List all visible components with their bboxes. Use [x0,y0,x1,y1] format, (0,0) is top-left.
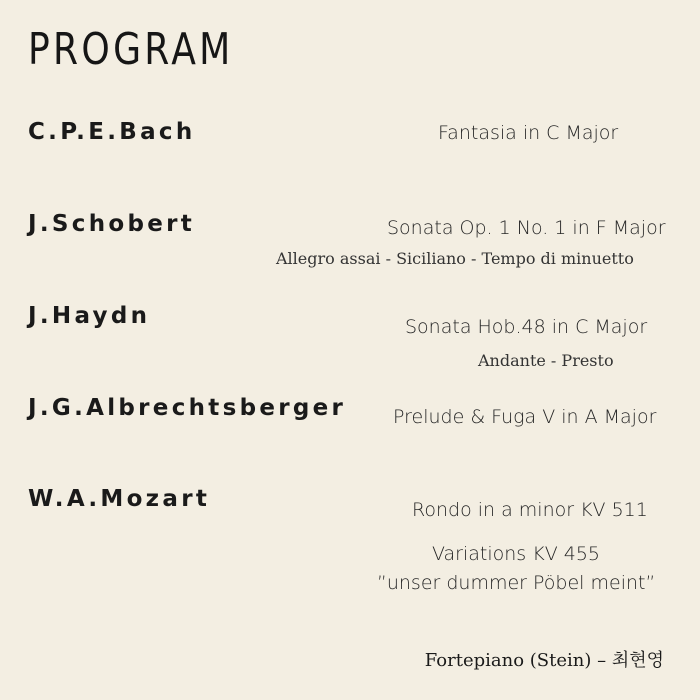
work-fantasia: Fantasia in C Major [438,122,619,144]
work-mozart-rondo: Rondo in a minor KV 511 [412,499,648,521]
performer-credit: Fortepiano (Stein) – 최현영 [424,650,664,671]
work-mozart-variations: Variations KV 455 [432,543,600,565]
work-schobert-sonata: Sonata Op. 1 No. 1 in F Major [387,217,666,239]
movements-schobert: Allegro assai - Siciliano - Tempo di minuetto [276,249,634,268]
composer-haydn: J.Haydn [28,303,151,329]
work-prelude-fuga: Prelude & Fuga V in A Major [393,406,657,428]
composer-albrechtsberger: J.G.Albrechtsberger [28,395,347,421]
composer-cpe-bach: C.P.E.Bach [28,119,196,145]
composer-schobert: J.Schobert [28,211,196,237]
movements-haydn: Andante - Presto [478,351,614,370]
program-title: PROGRAM [28,24,234,75]
work-haydn-sonata: Sonata Hob.48 in C Major [405,316,648,338]
work-mozart-variations-subtitle: ”unser dummer Pöbel meint” [377,572,656,594]
composer-mozart: W.A.Mozart [28,486,211,512]
